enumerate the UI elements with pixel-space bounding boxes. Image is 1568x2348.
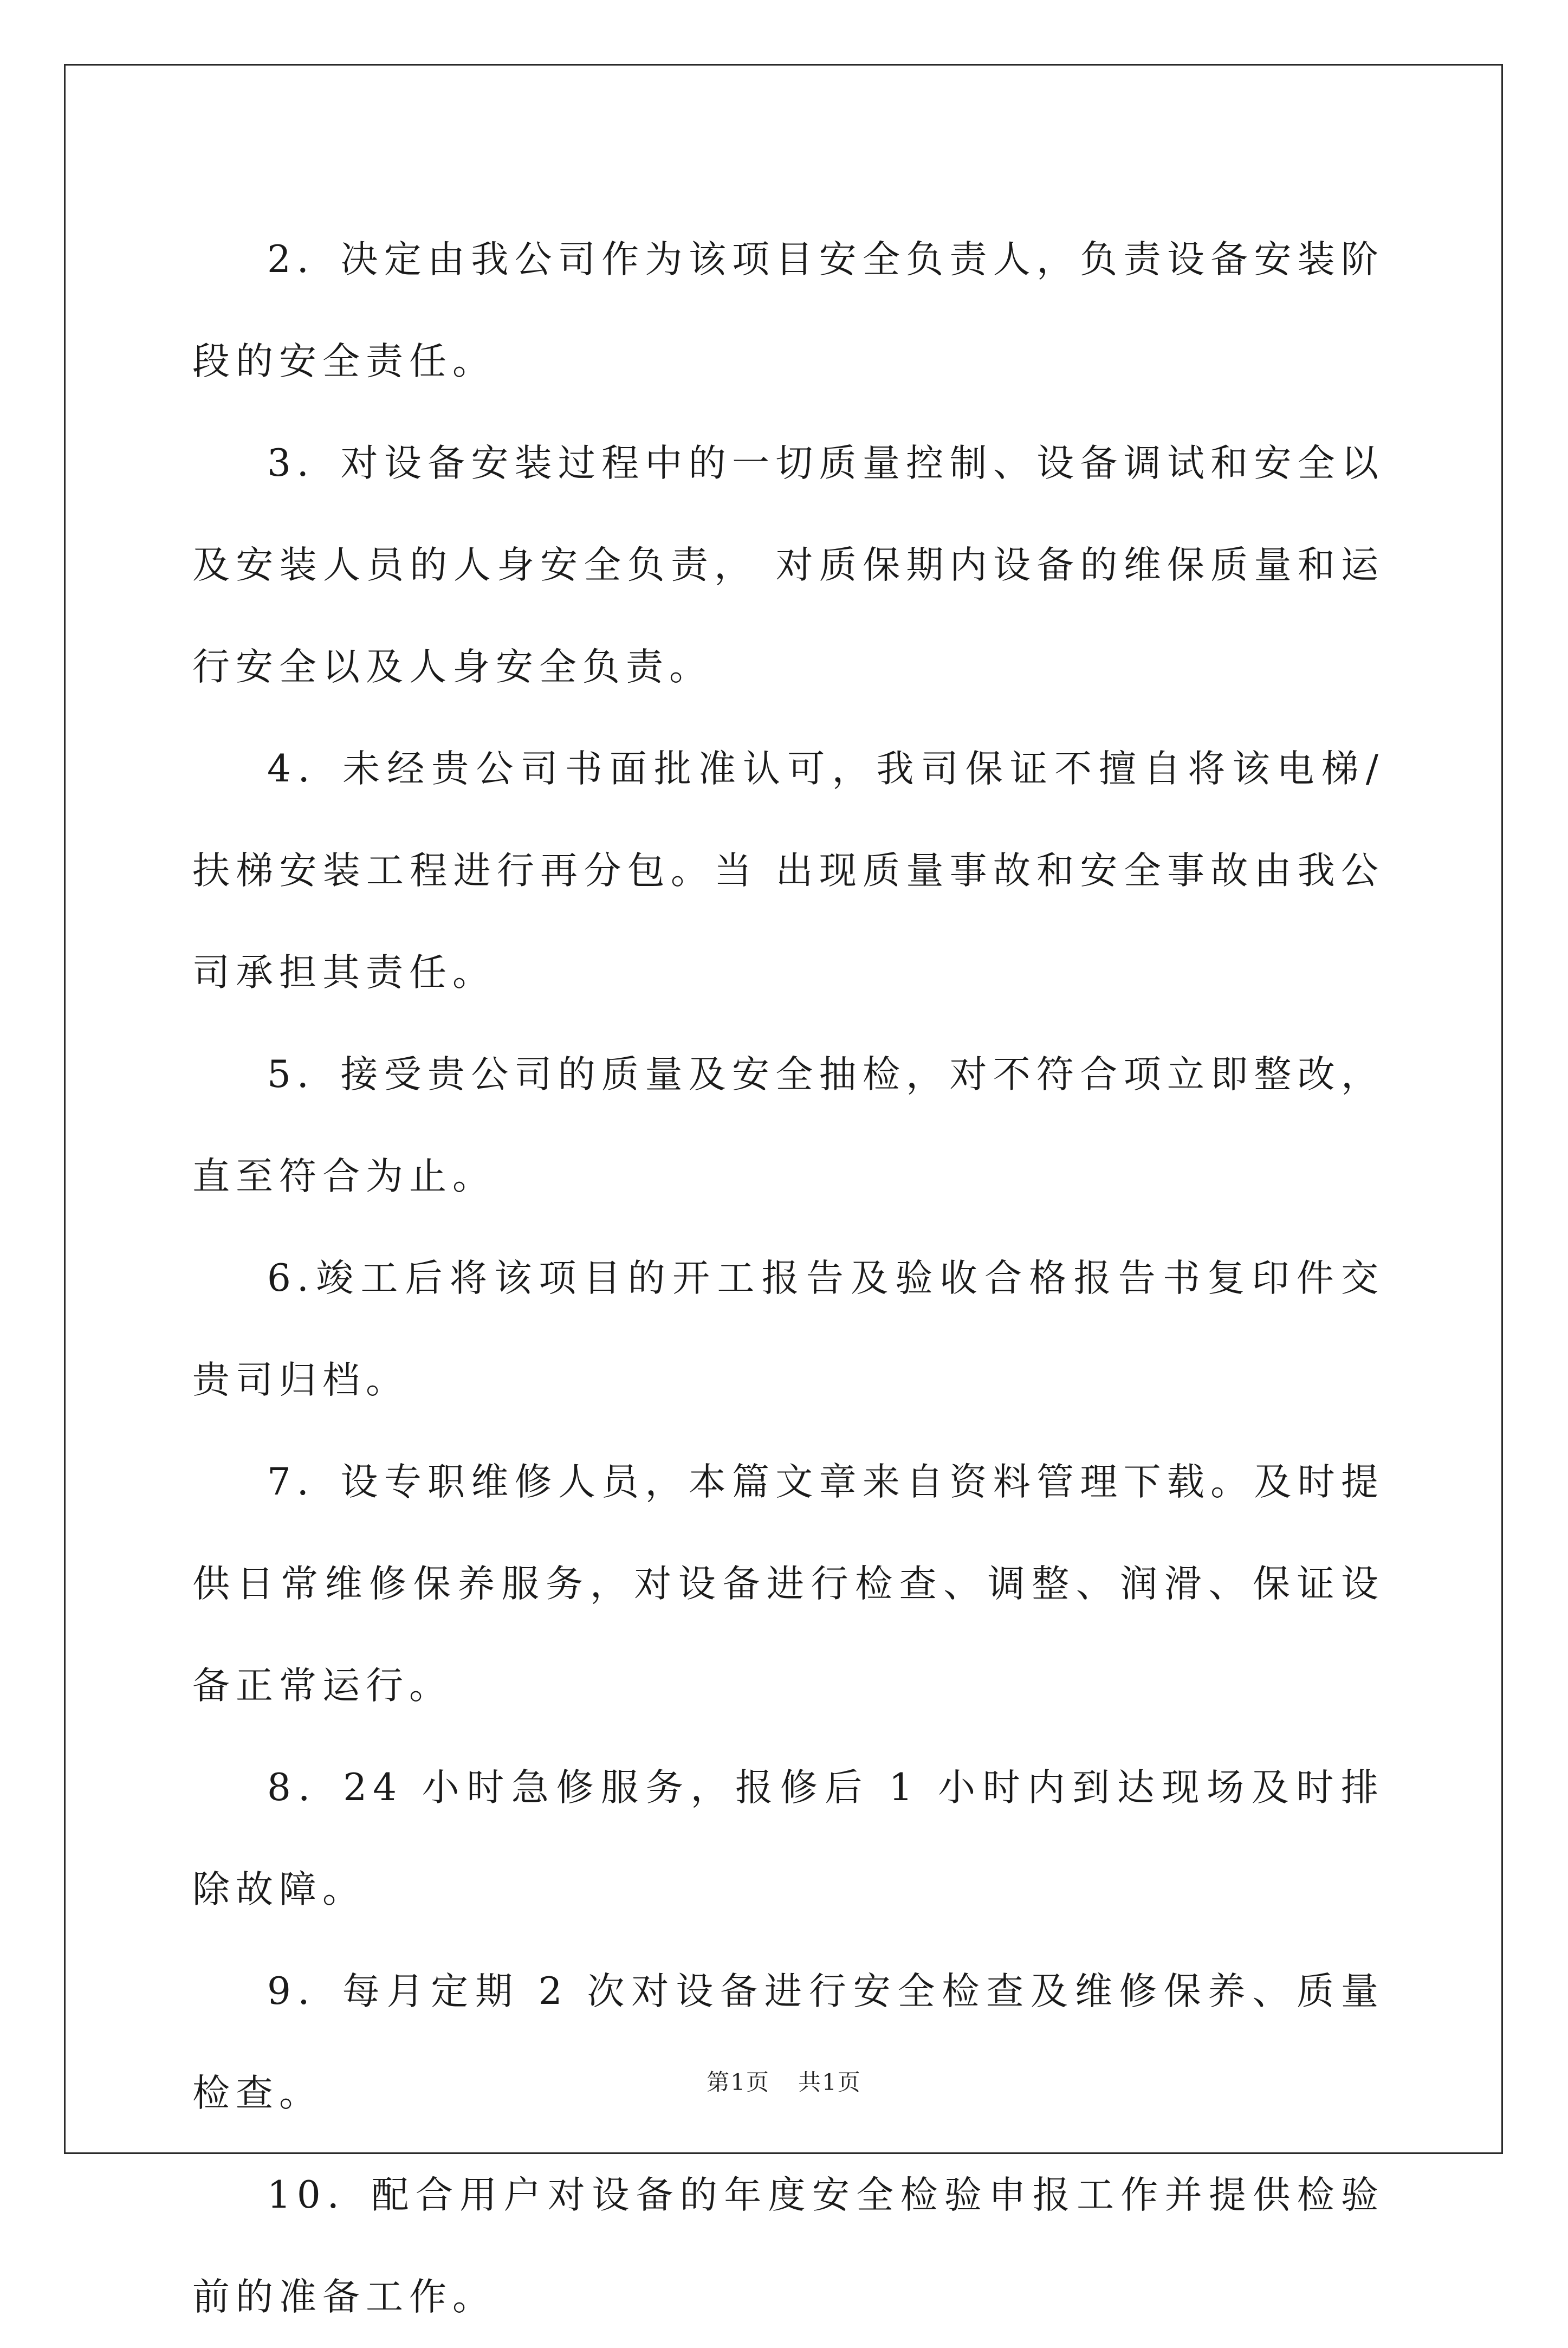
- paragraph-2: 2．决定由我公司作为该项目安全负责人，负责设备安装阶段的安全责任。: [192, 238, 1384, 383]
- paragraph-10: 10．配合用户对设备的年度安全检验申报工作并提供检验前的准备工作。: [192, 2174, 1384, 2319]
- document-body: [192, 209, 1384, 2348]
- paragraph-3: 3．对设备安装过程中的一切质量控制、设备调试和安全以及安装人员的人身安全负责， 对质保期内设备的维保质量和运行安全以及人身安全负责。: [192, 442, 1384, 689]
- paragraph-8: 8．24 小时急修服务，报修后 1 小时内到达现场及时排除故障。: [192, 1766, 1384, 1911]
- page-footer: [0, 2065, 1568, 2097]
- paragraph-5: 5．接受贵公司的质量及安全抽检，对不符合项立即整改，直至符合为止。: [192, 1053, 1384, 1198]
- paragraph-7: 7．设专职维修人员，本篇文章来自资料管理下载。及时提供日常维修保养服务，对设备进行检查、调整、润滑、保证设备正常运行。: [192, 1460, 1384, 1707]
- paragraph-6: 6.竣工后将该项目的开工报告及验收合格报告书复印件交贵司归档。: [192, 1257, 1384, 1402]
- paragraph-9: 9．每月定期 2 次对设备进行安全检查及维修保养、质量检查。: [192, 1970, 1384, 2115]
- page-total: 共1页: [798, 2069, 861, 2095]
- paragraph-4: 4．未经贵公司书面批准认可，我司保证不擅自将该电梯/扶梯安装工程进行再分包。当 出现质量事故和安全事故由我公司承担其责任。: [192, 747, 1384, 994]
- page-number: 第1页: [707, 2069, 770, 2095]
